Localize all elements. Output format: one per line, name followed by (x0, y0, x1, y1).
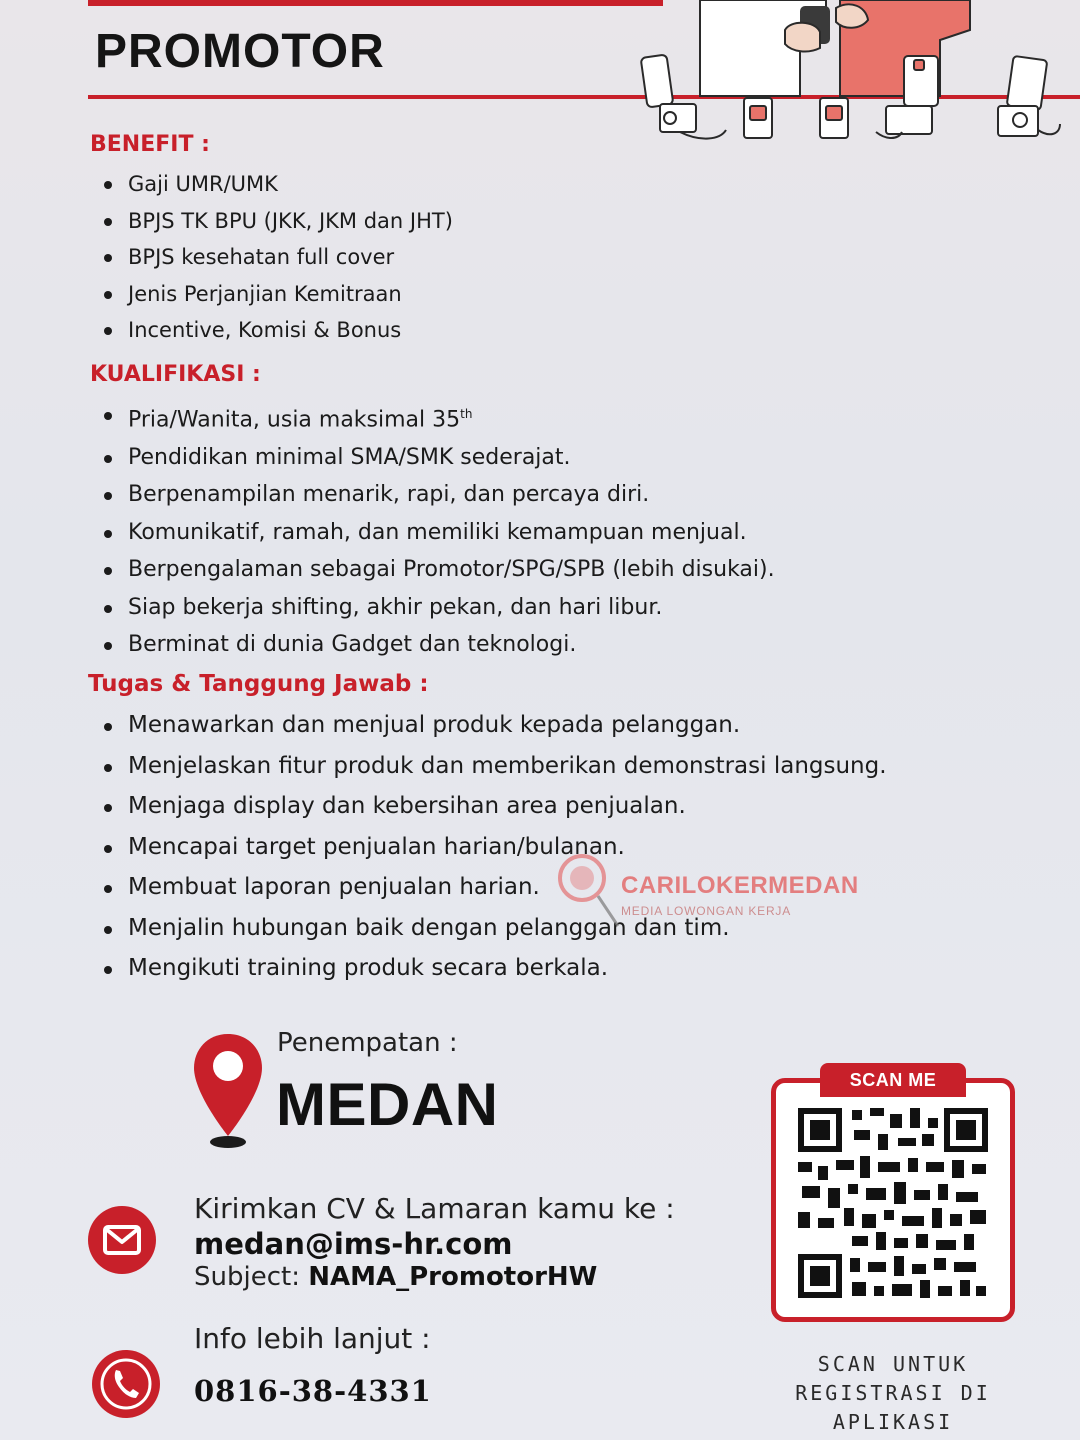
kualifikasi-heading: KUALIFIKASI : (90, 362, 261, 387)
benefit-list (88, 166, 453, 349)
placement-label: Penempatan : (277, 1028, 458, 1058)
list-item: BPJS TK BPU (JKK, JKM dan JHT) (88, 203, 453, 240)
email-subject (194, 1262, 597, 1292)
scan-caption-line: REGISTRASI DI (795, 1381, 991, 1405)
list-item: Mencapai target penjualan harian/bulanan. (88, 827, 887, 868)
list-item (88, 396, 775, 439)
email-address[interactable]: medan@ims-hr.com (194, 1227, 513, 1261)
list-item: Menjelaskan fitur produk dan memberikan demonstrasi langsung. (88, 746, 887, 787)
cv-instruction: Kirimkan CV & Lamaran kamu ke : (194, 1192, 675, 1225)
benefit-heading: BENEFIT : (90, 132, 210, 157)
list-item: Jenis Perjanjian Kemitraan (88, 276, 453, 313)
scan-caption (780, 1350, 1006, 1437)
scan-caption-line: SCAN UNTUK (817, 1352, 969, 1376)
handset-icon (92, 1350, 160, 1418)
list-item: Mengikuti training produk secara berkala. (88, 948, 887, 989)
subject-value: NAMA_PromotorHW (308, 1262, 598, 1292)
tugas-list (88, 705, 887, 989)
list-item: Menjalin hubungan baik dengan pelanggan dan tim. (88, 908, 887, 949)
info-label: Info lebih lanjut : (194, 1322, 431, 1355)
list-item: Gaji UMR/UMK (88, 166, 453, 203)
list-item: Membuat laporan penjualan harian. (88, 867, 887, 908)
top-accent-line (88, 0, 663, 6)
magnifier-watermark-icon (548, 850, 623, 930)
list-item: Komunikatif, ramah, dan memiliki kemampuan menjual. (88, 514, 775, 552)
watermark (548, 850, 859, 930)
page-title: PROMOTOR (95, 25, 385, 78)
scan-me-tab: SCAN ME (820, 1063, 966, 1097)
watermark-title: CARILOKERMEDAN (621, 872, 859, 899)
envelope-icon (88, 1206, 156, 1274)
list-item: Menawarkan dan menjual produk kepada pelanggan. (88, 705, 887, 746)
list-item: Incentive, Komisi & Bonus (88, 312, 453, 349)
watermark-subtitle: MEDIA LOWONGAN KERJA (621, 904, 792, 918)
subject-label: Subject: (194, 1262, 300, 1292)
qr-code[interactable] (794, 1104, 992, 1302)
list-item: Berminat di dunia Gadget dan teknologi. (88, 626, 775, 664)
tugas-heading: Tugas & Tanggung Jawab : (88, 671, 429, 697)
list-item: Pendidikan minimal SMA/SMK sederajat. (88, 439, 775, 477)
list-item: Berpenampilan menarik, rapi, dan percaya diri. (88, 476, 775, 514)
list-item: Berpengalaman sebagai Promotor/SPG/SPB (lebih disukai). (88, 551, 775, 589)
age-requirement-text: Pria/Wanita, usia maksimal 35 (128, 407, 461, 433)
list-item: BPJS kesehatan full cover (88, 239, 453, 276)
phone-icon (92, 1350, 160, 1418)
phone-display-illustration (640, 0, 1080, 150)
kualifikasi-list (88, 396, 775, 664)
phone-number[interactable]: 0816-38-4331 (194, 1374, 432, 1408)
list-item: Siap bekerja shifting, akhir pekan, dan hari libur. (88, 589, 775, 627)
placement-city: MEDAN (276, 1071, 499, 1138)
list-item: Menjaga display dan kebersihan area penjualan. (88, 786, 887, 827)
location-pin-icon (192, 1032, 264, 1152)
scan-caption-line: APLIKASI (832, 1410, 954, 1434)
age-superscript: th (460, 407, 473, 421)
mail-icon (88, 1206, 156, 1274)
